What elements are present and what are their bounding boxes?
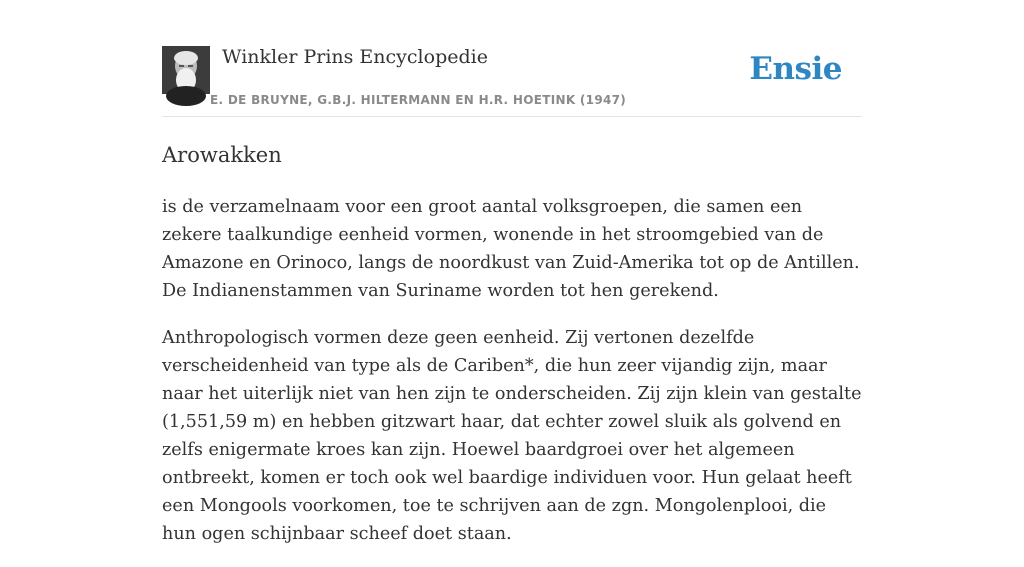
author-avatar[interactable]	[162, 46, 210, 94]
portrait-image	[162, 46, 210, 94]
source-title[interactable]: Winkler Prins Encyclopedie	[222, 46, 488, 68]
article	[162, 139, 862, 567]
article-paragraph: is de verzamelnaam voor een groot aantal volksgroepen, die samen een zekere taalkundige eenheid vormen, wonende in het stroomgebied van de Amazone en Orinoco, langs de noordkust van Zuid-Amerika tot op de Antillen. De Indianenstammen van Suriname worden tot hen gerekend.	[162, 197, 860, 301]
page-header	[162, 46, 862, 117]
article-title: Arowakken	[162, 143, 282, 167]
source-authors: E. DE BRUYNE, G.B.J. HILTERMANN EN H.R. HOETINK (1947)	[210, 93, 627, 107]
brand-logo[interactable]: Ensie	[749, 51, 842, 87]
article-paragraph: Anthropologisch vormen deze geen eenheid. Zij vertonen dezelfde verscheidenheid van type als de Cariben*, die hun zeer vijandig zijn, maar naar het uiterlijk niet van hen zijn te onderscheiden. Zij zijn klein van gestalte (1,551,59 m) en hebben gitzwart haar, dat echter zowel sluik als golvend en zelfs enigermate kroes kan zijn. Hoewel baardgroei over het algemeen ontbreekt, komen er toch ook wel baardige individuen voor. Hun gelaat heeft een Mongools voorkomen, toe te schrijven aan de zgn. Mongolenplooi, die hun ogen schijnbaar scheef doet staan.	[162, 328, 862, 544]
